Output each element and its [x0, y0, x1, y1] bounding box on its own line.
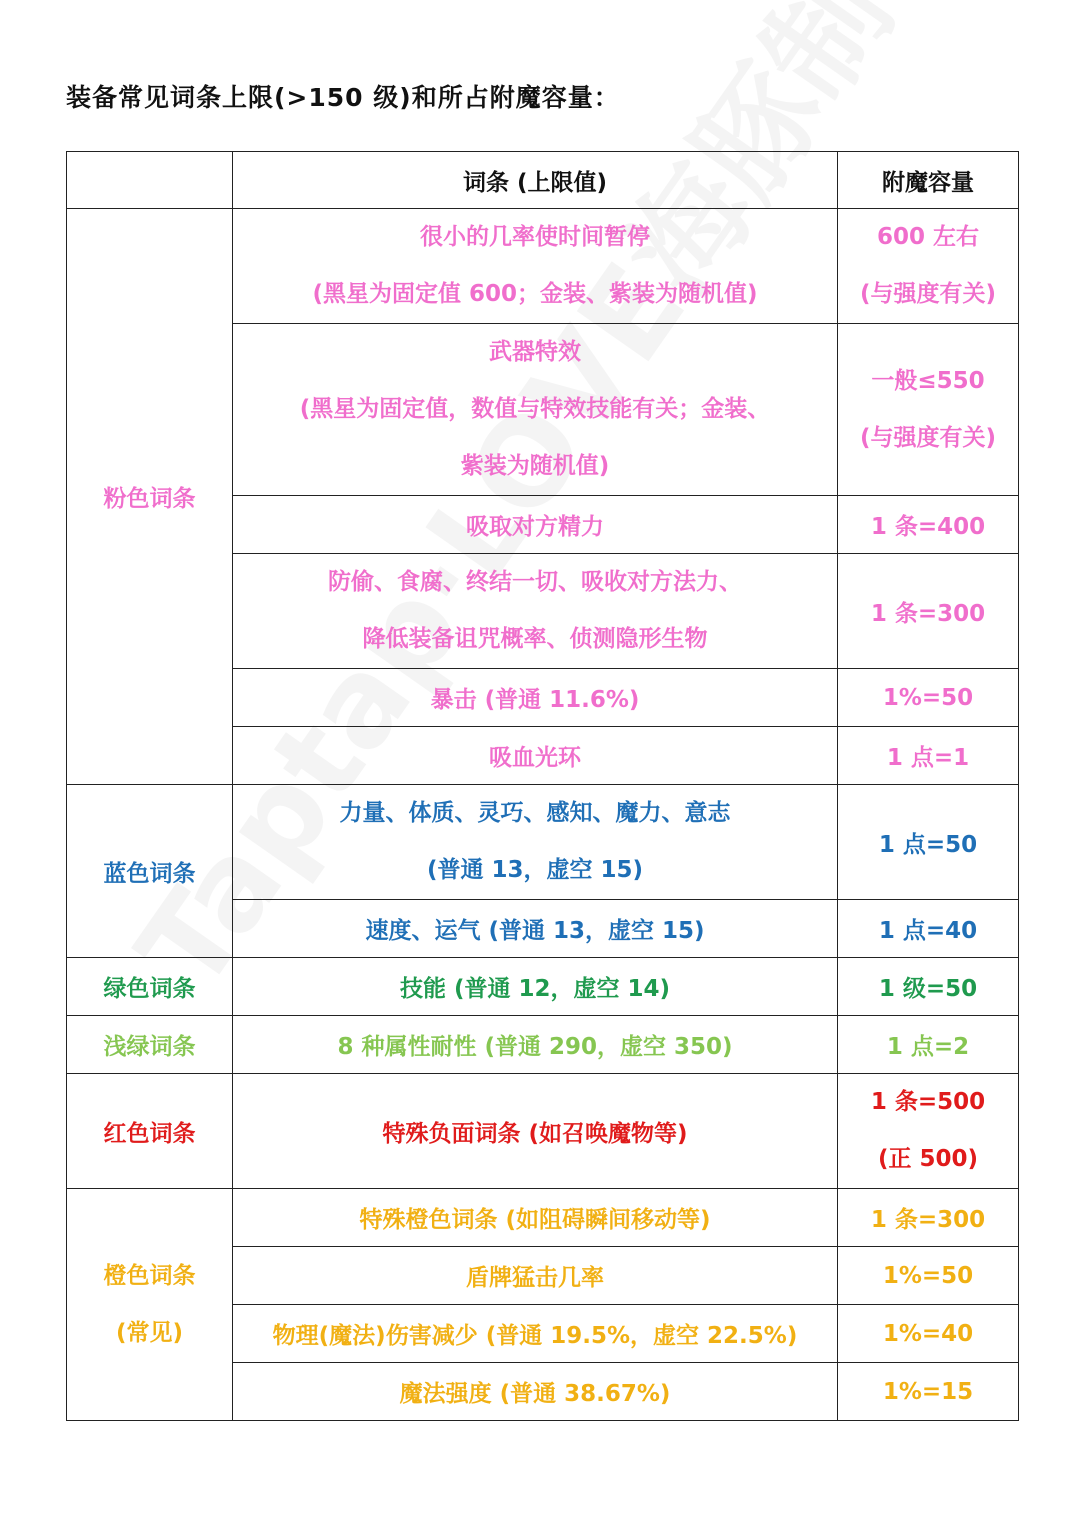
- capacity-line: (与强度有关): [859, 281, 997, 307]
- capacity-cell: [838, 1074, 1019, 1189]
- entry-line: 紫装为随机值): [460, 453, 610, 479]
- capacity-cell: 1%=50: [838, 1247, 1019, 1305]
- entry-cell: [233, 554, 838, 669]
- entry-line: (普通 13，虚空 15): [426, 857, 644, 883]
- category-blue: 蓝色词条: [67, 785, 233, 958]
- capacity-cell: 1 条=300: [838, 1189, 1019, 1247]
- entry-cell: [233, 324, 838, 496]
- capacity-cell: [838, 209, 1019, 324]
- entry-line: 很小的几率使时间暂停: [420, 224, 650, 250]
- table-row: [67, 1189, 1019, 1247]
- entry-line: (黑星为固定值，数值与特效技能有关；金装、: [299, 396, 771, 422]
- capacity-line: 1 条=500: [870, 1089, 986, 1115]
- table-row: [67, 958, 1019, 1016]
- entry-cell: 吸取对方精力: [233, 496, 838, 554]
- entry-cell: 8 种属性耐性 (普通 290，虚空 350): [233, 1016, 838, 1074]
- category-lightgreen: 浅绿词条: [67, 1016, 233, 1074]
- category-line: (常见): [115, 1319, 184, 1346]
- capacity-line: 一般≤550: [871, 367, 985, 394]
- capacity-cell: 1 点=50: [838, 785, 1019, 900]
- entry-line: (黑星为固定值 600；金装、紫装为随机值): [312, 281, 758, 307]
- entry-line: 武器特效: [489, 339, 581, 365]
- entry-line: 降低装备诅咒概率、侦测隐形生物: [362, 626, 708, 652]
- entry-line: 防偷、食腐、终结一切、吸收对方法力、: [328, 569, 742, 595]
- capacity-cell: 1 级=50: [838, 958, 1019, 1016]
- category-pink: 粉色词条: [67, 209, 233, 785]
- entry-cell: [233, 785, 838, 900]
- capacity-cell: 1 条=400: [838, 496, 1019, 554]
- capacity-cell: 1 条=300: [838, 554, 1019, 669]
- entry-cell: 特殊橙色词条 (如阻碍瞬间移动等): [233, 1189, 838, 1247]
- table-row: [67, 209, 1019, 324]
- entry-cell: [233, 209, 838, 324]
- entry-cell: 暴击 (普通 11.6%): [233, 669, 838, 727]
- entry-cell: 吸血光环: [233, 727, 838, 785]
- table-row: [67, 785, 1019, 900]
- entry-cell: 速度、运气 (普通 13，虚空 15): [233, 900, 838, 958]
- entry-cell: 特殊负面词条 (如召唤魔物等): [233, 1074, 838, 1189]
- table-row: [67, 1074, 1019, 1189]
- capacity-cell: 1 点=2: [838, 1016, 1019, 1074]
- capacity-line: 600 左右: [876, 224, 980, 250]
- capacity-cell: 1%=40: [838, 1305, 1019, 1363]
- entry-cell: 物理(魔法)伤害减少 (普通 19.5%，虚空 22.5%): [233, 1305, 838, 1363]
- header-entry: 词条 (上限值): [233, 152, 838, 209]
- capacity-line: (正 500): [877, 1146, 979, 1172]
- page-title: 装备常见词条上限(>150 级)和所占附魔容量：: [66, 83, 620, 112]
- header-category: [67, 152, 233, 209]
- table-header-row: [67, 152, 1019, 209]
- capacity-cell: 1%=15: [838, 1363, 1019, 1421]
- entry-cell: 盾牌猛击几率: [233, 1247, 838, 1305]
- category-green: 绿色词条: [67, 958, 233, 1016]
- capacity-line: (与强度有关): [859, 424, 997, 451]
- table-row: [67, 1016, 1019, 1074]
- affix-table: [66, 151, 1019, 1421]
- category-line: 橙色词条: [103, 1262, 196, 1289]
- header-capacity: 附魔容量: [838, 152, 1019, 209]
- capacity-cell: 1 点=1: [838, 727, 1019, 785]
- capacity-cell: [838, 324, 1019, 496]
- entry-cell: 技能 (普通 12，虚空 14): [233, 958, 838, 1016]
- entry-line: 力量、体质、灵巧、感知、魔力、意志: [339, 800, 731, 826]
- capacity-cell: 1%=50: [838, 669, 1019, 727]
- capacity-cell: 1 点=40: [838, 900, 1019, 958]
- category-red: 红色词条: [67, 1074, 233, 1189]
- entry-cell: 魔法强度 (普通 38.67%): [233, 1363, 838, 1421]
- category-orange: [67, 1189, 233, 1421]
